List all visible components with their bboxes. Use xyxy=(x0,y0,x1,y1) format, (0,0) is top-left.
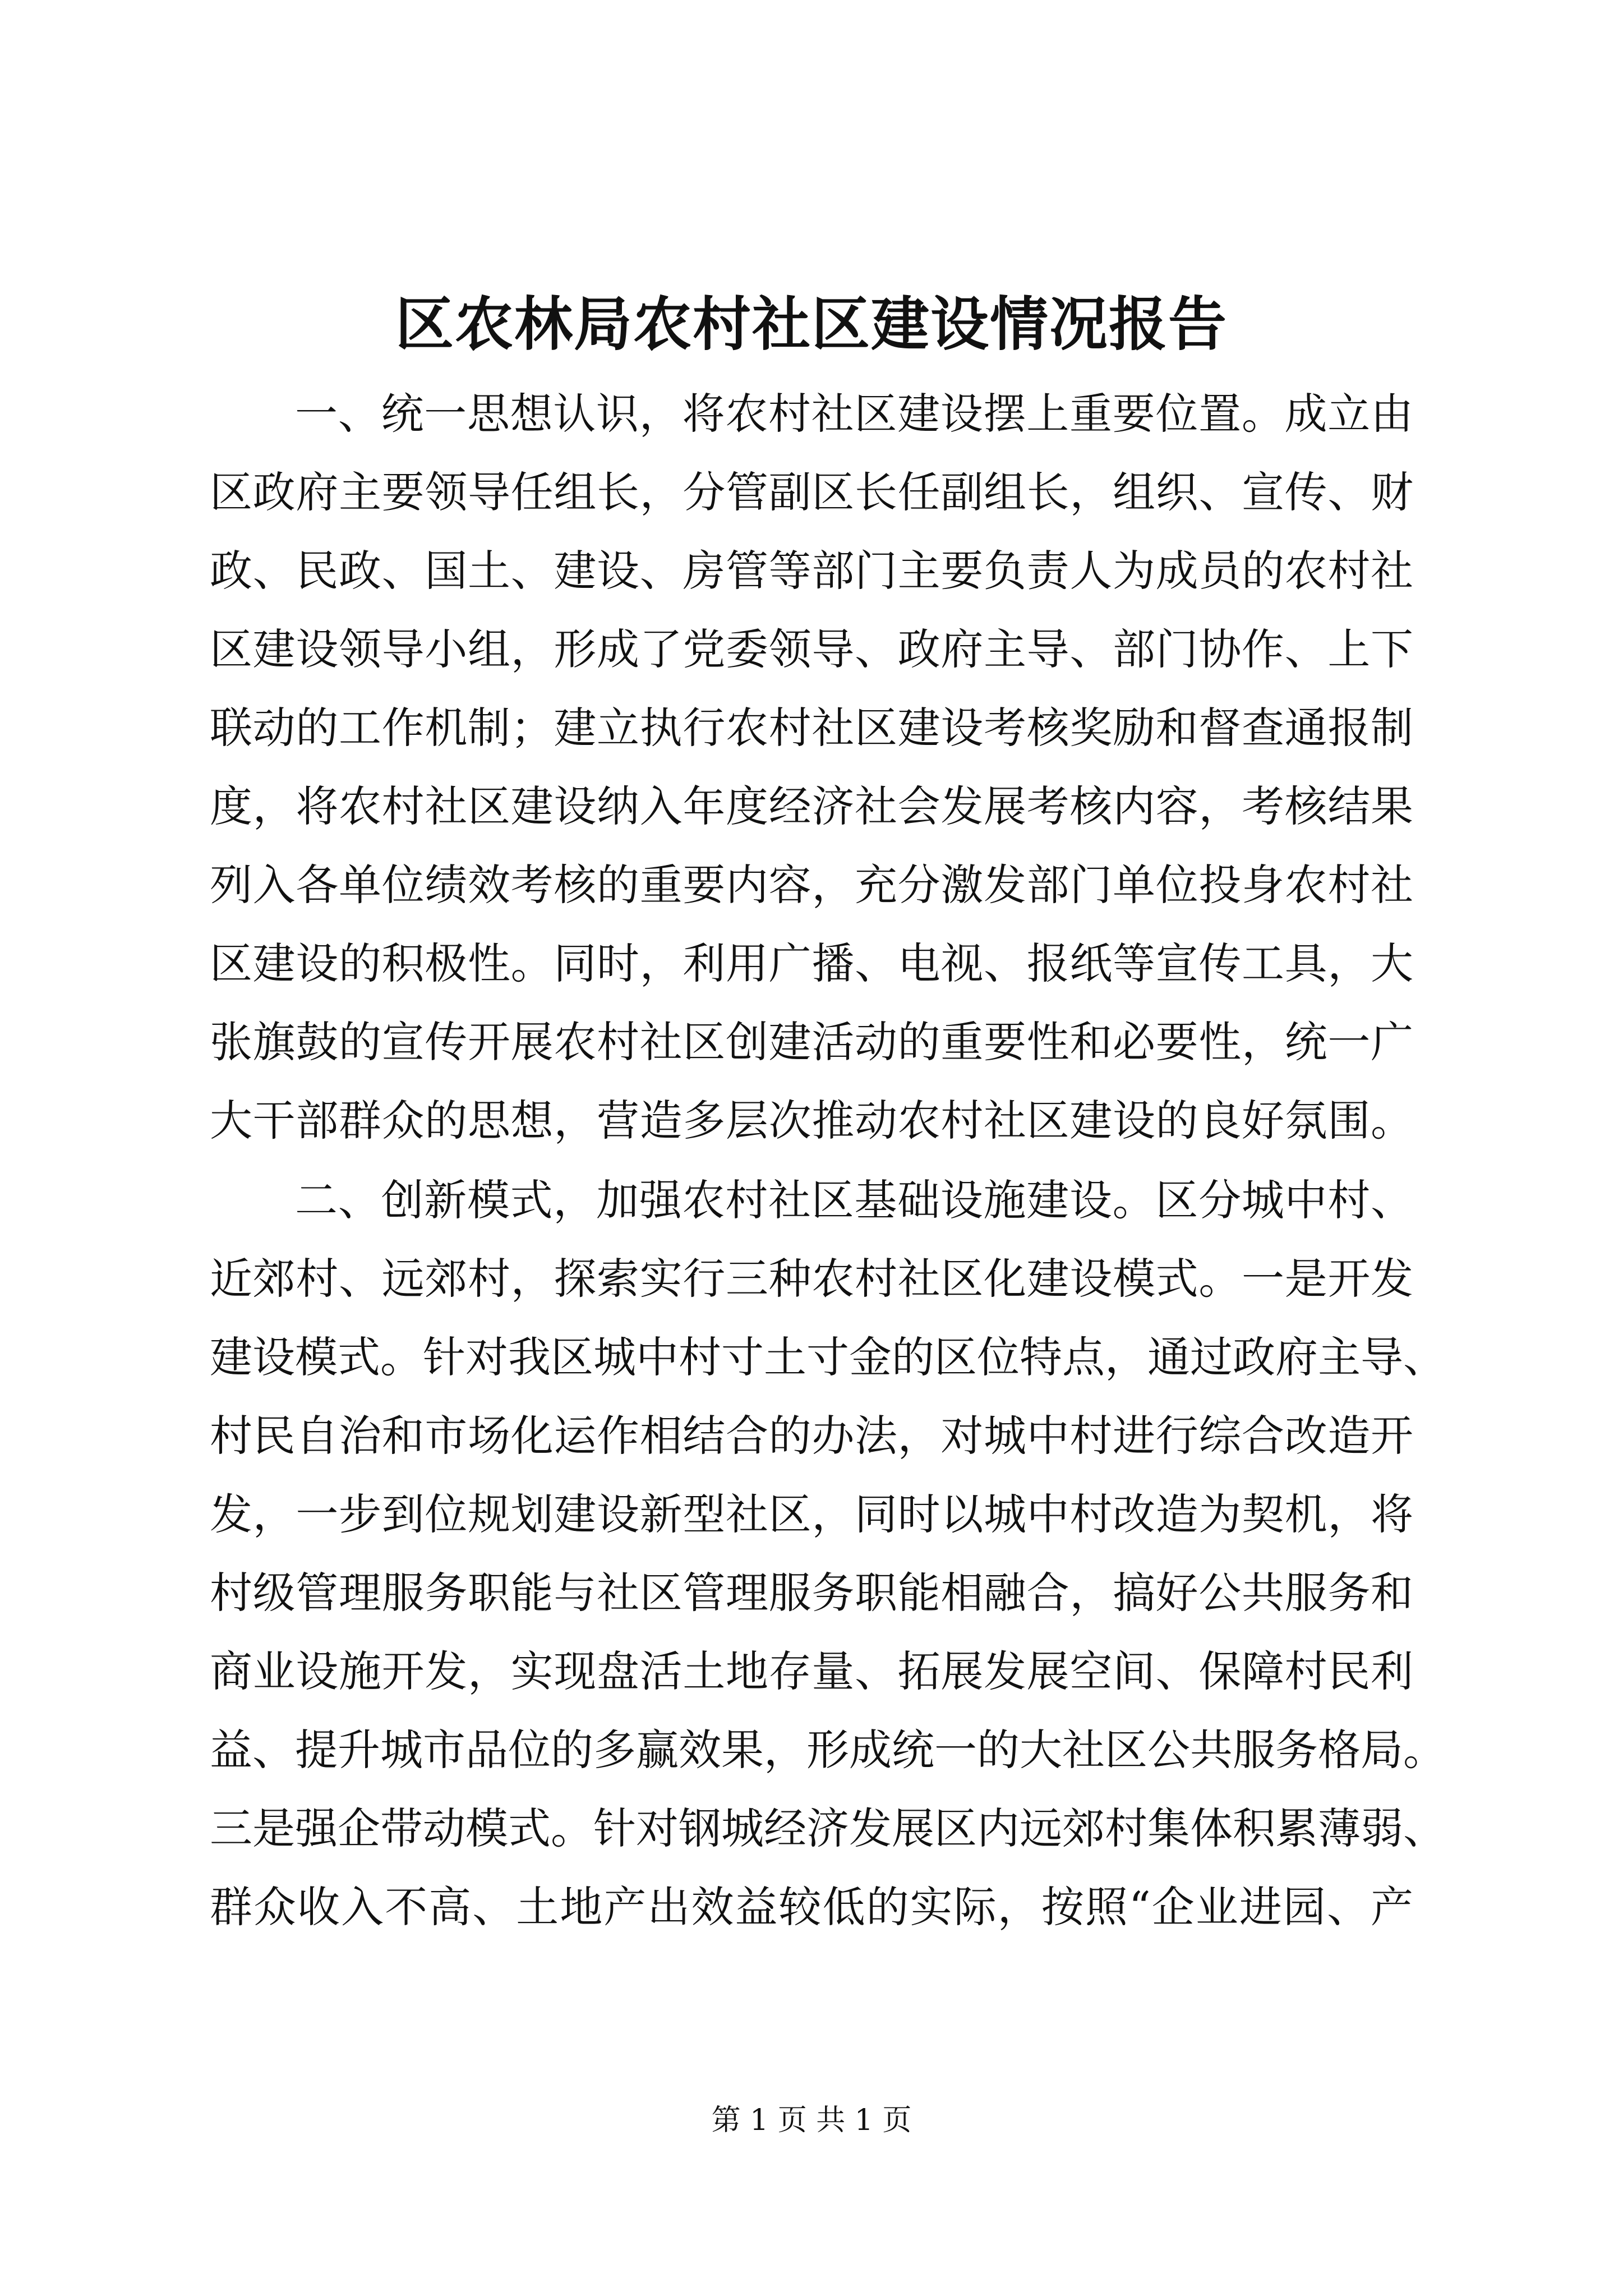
paragraph-2-line-3: 建设模式。针对我区城中村寸土寸金的区位特点，通过政府主导、 xyxy=(210,1332,1446,1382)
document-title: 区农林局农村社区建设情况报告 xyxy=(395,289,1228,358)
paragraph-1-line-4: 区建设领导小组，形成了党委领导、政府主导、部门协作、上下 xyxy=(210,624,1413,674)
paragraph-2-line-10: 群众收入不高、土地产出效益较低的实际，按照“企业进园、产 xyxy=(210,1882,1413,1932)
paragraph-2-line-9: 三是强企带动模式。针对钢城经济发展区内远郊村集体积累薄弱、 xyxy=(210,1803,1446,1853)
paragraph-2-line-6: 村级管理服务职能与社区管理服务职能相融合，搞好公共服务和 xyxy=(210,1568,1413,1618)
paragraph-2-line-7: 商业设施开发，实现盘活土地存量、拓展发展空间、保障村民利 xyxy=(210,1646,1413,1696)
paragraph-1-line-6: 度，将农村社区建设纳入年度经济社会发展考核内容，考核结果 xyxy=(210,781,1413,831)
paragraph-1-line-5: 联动的工作机制；建立执行农村社区建设考核奖励和督查通报制 xyxy=(210,703,1413,753)
paragraph-1-line-1: 一、统一思想认识，将农村社区建设摆上重要位置。成立由 xyxy=(295,389,1413,439)
paragraph-1-line-7: 列入各单位绩效考核的重要内容，充分激发部门单位投身农村社 xyxy=(210,860,1413,910)
paragraph-2-line-8: 益、提升城市品位的多赢效果，形成统一的大社区公共服务格局。 xyxy=(210,1725,1446,1775)
paragraph-2-line-2: 近郊村、远郊村，探索实行三种农村社区化建设模式。一是开发 xyxy=(210,1254,1413,1304)
paragraph-2-line-4: 村民自治和市场化运作相结合的办法，对城中村进行综合改造开 xyxy=(210,1411,1413,1461)
paragraph-1-line-8: 区建设的积极性。同时，利用广播、电视、报纸等宣传工具，大 xyxy=(210,938,1413,988)
paragraph-1-line-3: 政、民政、国土、建设、房管等部门主要负责人为成员的农村社 xyxy=(210,546,1413,596)
page-number-footer: 第 1 页 共 1 页 xyxy=(711,2104,912,2137)
paragraph-2-line-5: 发，一步到位规划建设新型社区，同时以城中村改造为契机，将 xyxy=(210,1489,1413,1539)
paragraph-1-line-2: 区政府主要领导任组长，分管副区长任副组长，组织、宣传、财 xyxy=(210,467,1413,517)
paragraph-1-line-10: 大干部群众的思想，营造多层次推动农村社区建设的良好氛围。 xyxy=(210,1096,1413,1145)
paragraph-1-line-9: 张旗鼓的宣传开展农村社区创建活动的重要性和必要性，统一广 xyxy=(210,1017,1413,1067)
paragraph-2-line-1: 二、创新模式，加强农村社区基础设施建设。区分城中村、 xyxy=(295,1175,1413,1225)
